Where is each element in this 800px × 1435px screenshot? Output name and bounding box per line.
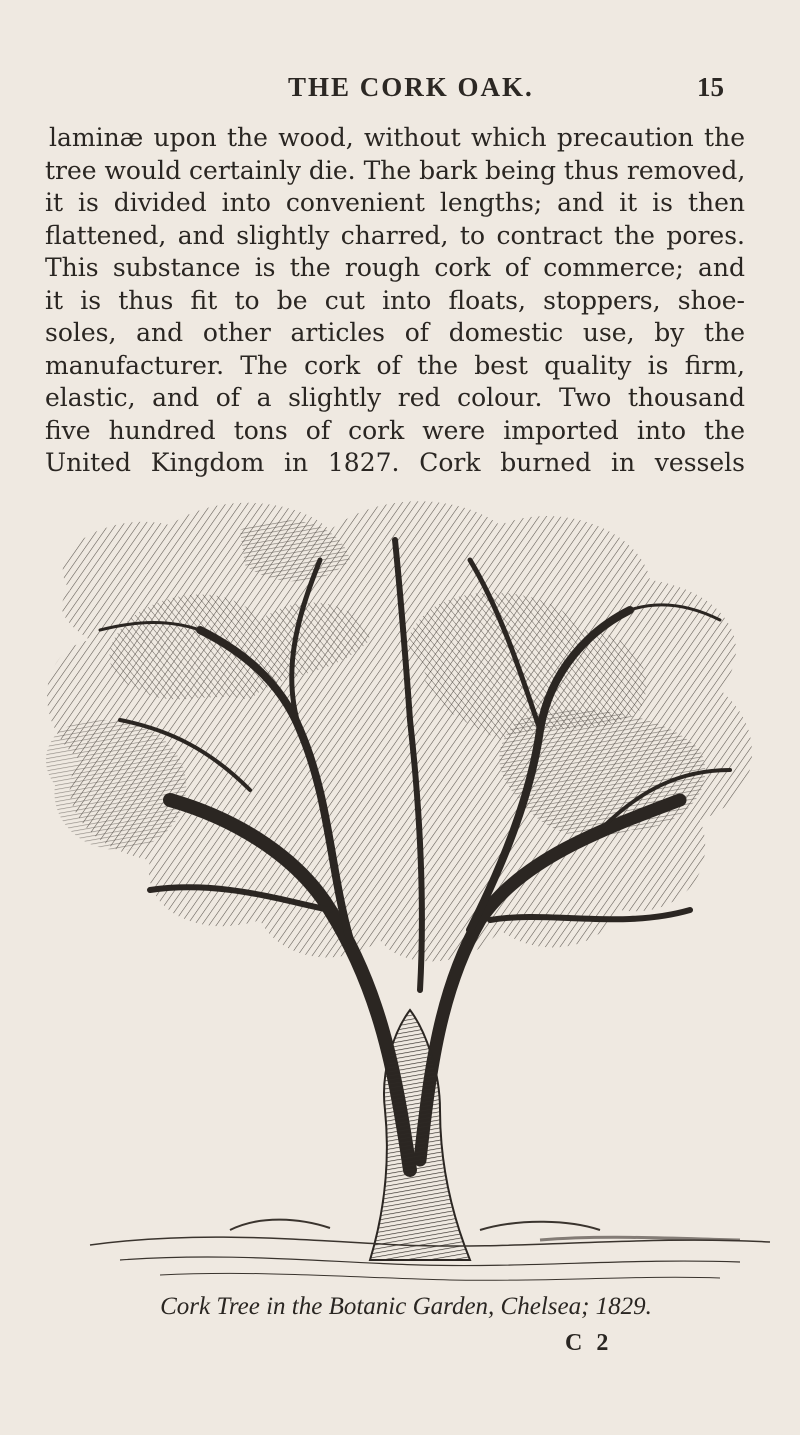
figure-caption: Cork Tree in the Botanic Garden, Chelsea; 1829.: [160, 1293, 652, 1320]
text-line: soles, and other articles of domestic use, by the: [45, 318, 745, 347]
text-line: it is divided into convenient lengths; and it is then: [45, 188, 745, 217]
running-head: [0, 72, 800, 108]
text-line: tree would certainly die. The bark being thus removed,: [45, 155, 746, 185]
text-line: elastic, and of a slightly red colour. Two thousand: [45, 383, 745, 412]
running-title: THE CORK OAK.: [288, 72, 534, 102]
cork-tree-engraving: [0, 470, 800, 1290]
signature-mark: C 2: [565, 1330, 613, 1356]
text-line: manufacturer. The cork of the best quality is firm,: [45, 350, 745, 380]
text-line: laminæ upon the wood, without which precaution the: [49, 123, 745, 152]
text-line: five hundred tons of cork were imported into the: [45, 415, 745, 445]
page-number: 15: [697, 72, 724, 102]
body-text: [45, 122, 745, 480]
text-line: This substance is the rough cork of commerce; and: [45, 253, 745, 282]
text-line: flattened, and slightly charred, to contract the pores.: [45, 220, 745, 250]
text-line: it is thus fit to be cut into floats, stoppers, shoe-: [45, 285, 745, 315]
text-line: United Kingdom in 1827. Cork burned in vessels: [45, 448, 745, 477]
tree-illustration: [0, 470, 800, 1290]
